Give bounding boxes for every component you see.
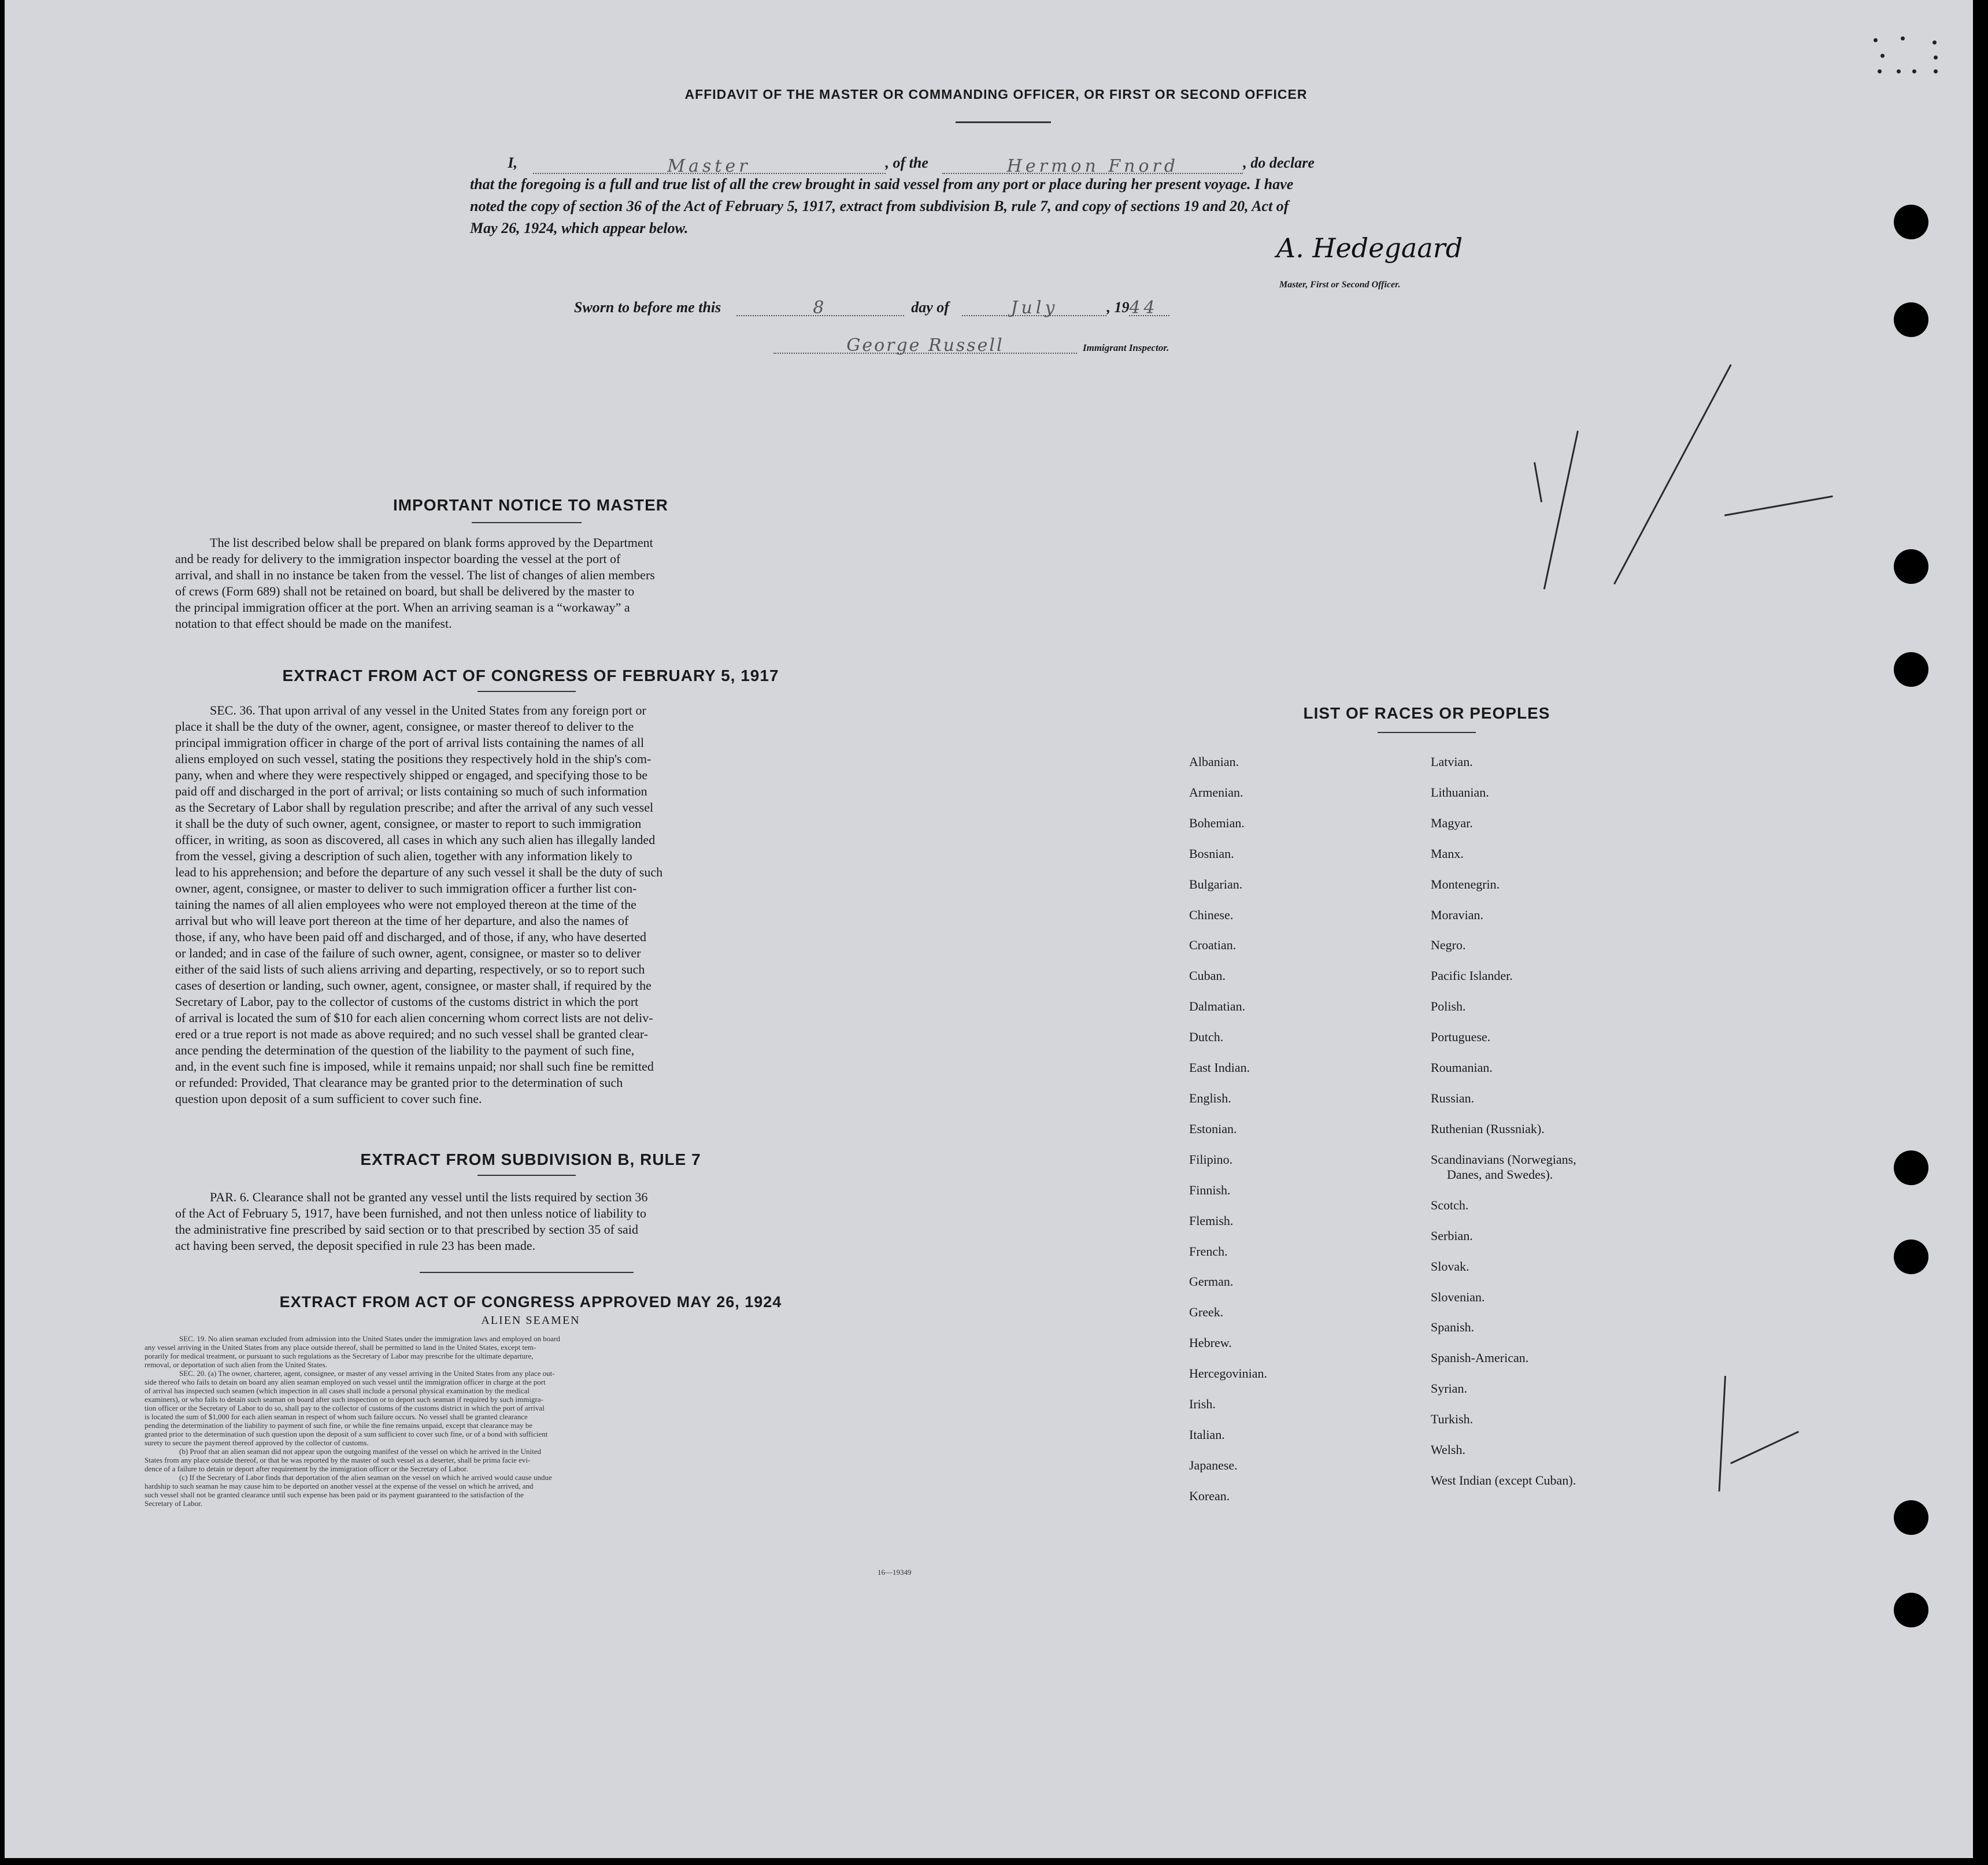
text-line: of arrival has inspected such seamen (which inspection in all cases shall include a personal physical examination by the medical [145, 1386, 530, 1395]
text-line: of arrival is located the sum of $10 for each alien concerning whom correct lists are not deliv- [175, 1011, 653, 1025]
race-item: Ruthenian (Russniak). [1431, 1121, 1545, 1136]
month-field: July [962, 298, 1106, 316]
race-item: Scotch. [1431, 1197, 1469, 1212]
year-prefix: , 19 [1106, 299, 1130, 316]
race-item: Portuguese. [1431, 1030, 1491, 1045]
affidavit-line-3: noted the copy of section 36 of the Act of February 5, 1917, extract from subdivision B, rule 7, and copy of sections 19 and 20, Act of [470, 198, 1289, 214]
punch-hole [1894, 652, 1928, 687]
text-line: granted prior to the determination of such question upon the deposit of a sum sufficient to cover such fine, or of a bond with sufficient [145, 1430, 548, 1438]
text-line: either of the said lists of such aliens arriving and departing, respectively, or so to report such [175, 962, 645, 976]
race-item: Slovenian. [1431, 1289, 1485, 1304]
races-left-column [1189, 747, 1267, 1512]
extract-1924-text [145, 1334, 964, 1508]
notice-line: notation to that effect should be made on the manifest. [175, 616, 452, 631]
sworn-line [574, 298, 1169, 316]
race-item: Croatian. [1189, 938, 1237, 953]
text-line: any vessel arriving in the United States from any place outside thereof, shall be permitted to land in the United States, except tem- [145, 1343, 536, 1352]
text-line: principal immigration officer in charge of the port of arrival lists containing the names of all [175, 735, 645, 750]
race-item: Italian. [1189, 1427, 1225, 1442]
text-line: question upon deposit of a sum sufficient to cover such fine. [175, 1091, 482, 1106]
race-item: Albanian. [1189, 754, 1239, 769]
rule7-text [175, 1189, 864, 1254]
pencil-mark [1613, 364, 1732, 584]
text-line: examiners), or who fails to detain such seaman on board after such inspection or to deport such seaman if required by such immigra- [145, 1395, 543, 1404]
text-line: SEC. 20. (a) The owner, charterer, agent, consignee, or master of any vessel arriving in the United States from any place out- [179, 1369, 555, 1378]
text-line: side thereof who fails to detain on board any alien seaman employed on such vessel until the immigration officer in charge at the port [145, 1378, 546, 1386]
race-item: French. [1189, 1244, 1228, 1259]
race-item: German. [1189, 1274, 1234, 1289]
race-item: Roumanian. [1431, 1060, 1493, 1075]
race-item: Irish. [1189, 1397, 1216, 1412]
race-item: Flemish. [1189, 1213, 1234, 1228]
master-signature: A. Hedegaard [1276, 232, 1463, 264]
punch-hole [1894, 1150, 1928, 1185]
text-line: from the vessel, giving a description of such alien, together with any information likely to [175, 849, 632, 863]
race-item: Hebrew. [1189, 1335, 1232, 1350]
punch-hole [1894, 1239, 1928, 1274]
i-label: I, [508, 154, 517, 171]
race-item: Hercegovinian. [1189, 1366, 1267, 1381]
race-item: Latvian. [1431, 754, 1473, 769]
race-item: Moravian. [1431, 907, 1484, 922]
inspector-signature: George Russell [773, 335, 1077, 354]
text-line: taining the names of all alien employees who were not employed thereon at the time of the [175, 897, 636, 912]
notice-rule [472, 522, 582, 523]
text-line: those, if any, who have been paid off and discharged, and of those, if any, who have deserted [175, 930, 646, 944]
race-item: Pacific Islander. [1431, 968, 1513, 983]
race-item: Korean. [1189, 1488, 1230, 1503]
rule7-title: EXTRACT FROM SUBDIVISION B, RULE 7 [360, 1150, 701, 1168]
day-field: 8 [736, 298, 904, 316]
text-line: the administrative fine prescribed by said section or to that prescribed by section 35 of said [175, 1222, 638, 1237]
race-item: Magyar. [1431, 815, 1473, 830]
notice-line: arrival, and shall in no instance be taken from the vessel. The list of changes of alien members [175, 568, 655, 582]
race-item: Syrian. [1431, 1381, 1467, 1396]
affidavit-line-2: that the foregoing is a full and true list of all the crew brought in said vessel from any port or place during her present voyage. I have [470, 176, 1294, 193]
text-line: (b) Proof that an alien seaman did not appear upon the outgoing manifest of the vessel on which he arrived in the United [179, 1447, 541, 1456]
text-line: place it shall be the duty of the owner, agent, consignee, or master thereof to deliver to the [175, 719, 634, 734]
text-line: paid off and discharged in the port of arrival; or lists containing so much of such information [175, 784, 647, 798]
document-page [5, 0, 1973, 1858]
pencil-mark [1719, 1376, 1726, 1492]
extract-1917-rule [477, 691, 576, 692]
title-rule [956, 121, 1051, 123]
race-item: Finnish. [1189, 1182, 1231, 1197]
races-rule [1378, 732, 1476, 733]
punch-hole [1894, 1500, 1928, 1535]
text-line: cases of desertion or landing, such owner, agent, consignee, or master shall, if required by the [175, 978, 651, 993]
race-item: Filipino. [1189, 1152, 1233, 1167]
signature-caption: Master, First or Second Officer. [1279, 280, 1401, 290]
race-item: Danes, and Swedes). [1447, 1167, 1553, 1182]
day-of-label: day of [911, 299, 949, 316]
punch-hole [1894, 1593, 1928, 1627]
text-line: ered or a true report is not made as above required; and no such vessel shall be granted clear- [175, 1027, 649, 1041]
text-line: SEC. 19. No alien seaman excluded from admission into the United States under the immigration laws and employed on board [179, 1334, 560, 1343]
pencil-mark [1724, 495, 1833, 516]
race-item: Spanish-American. [1431, 1350, 1529, 1366]
text-line: dence of a failure to detain or deport after requirement by the immigration officer or the Secretary of Labor. [145, 1464, 468, 1473]
race-item: Chinese. [1189, 907, 1234, 922]
race-item: Greek. [1189, 1305, 1224, 1320]
text-line: hardship to such seaman he may cause him to be deported on another vessel at the expense of the vessel on which he arrived, and [145, 1482, 534, 1490]
text-line: arrival but who will leave port thereon at the time of her departure, and also the names of [175, 913, 629, 928]
extract-1917-title: EXTRACT FROM ACT OF CONGRESS OF FEBRUARY 5, 1917 [282, 667, 779, 684]
notice-title: IMPORTANT NOTICE TO MASTER [393, 496, 669, 514]
text-line: surety to secure the payment thereof approved by the collector of customs. [145, 1438, 369, 1447]
corner-marks [1869, 34, 1944, 80]
pencil-mark [1730, 1431, 1799, 1464]
race-item: Cuban. [1189, 968, 1226, 983]
extract-1924-title: EXTRACT FROM ACT OF CONGRESS APPROVED MAY 26, 1924 [279, 1293, 782, 1311]
of-the-label: , of the [885, 154, 928, 171]
do-declare-label: , do declare [1243, 154, 1315, 171]
text-line: States from any place outside thereof, or that he was reported by the master of such vessel as a deserter, shall be prima facie evi- [145, 1456, 531, 1464]
punch-hole [1894, 302, 1928, 337]
race-item: Dutch. [1189, 1030, 1224, 1045]
alien-seamen-subtitle: ALIEN SEAMEN [481, 1314, 580, 1327]
inspector-line [773, 335, 1169, 354]
text-line: Secretary of Labor. [145, 1499, 202, 1508]
race-item: Estonian. [1189, 1121, 1237, 1136]
text-line: Secretary of Labor, pay to the collector of customs of the customs district in which the port [175, 994, 639, 1009]
affidavit-line-4: May 26, 1924, which appear below. [470, 220, 688, 236]
race-item: Slovak. [1431, 1259, 1469, 1274]
text-line: of the Act of February 5, 1917, have been furnished, and not then unless notice of liability to [175, 1206, 647, 1220]
pencil-mark [1543, 431, 1579, 590]
race-item: Scandinavians (Norwegians, [1431, 1152, 1576, 1167]
race-item: Dalmatian. [1189, 999, 1246, 1014]
race-item: Turkish. [1431, 1412, 1474, 1427]
race-item: East Indian. [1189, 1060, 1250, 1075]
form-number: 16—19349 [878, 1568, 912, 1577]
race-item: Bulgarian. [1189, 876, 1243, 891]
vessel-name-field: Hermon Fnord [942, 156, 1243, 174]
text-line: and, in the event such fine is imposed, while it remains unpaid; nor shall such fine be remitted [175, 1059, 654, 1074]
text-line: SEC. 36. That upon arrival of any vessel in the United States from any foreign port or [210, 703, 646, 717]
year-field: 44 [1129, 298, 1169, 316]
affidavit-title: AFFIDAVIT OF THE MASTER OR COMMANDING OFFICER, OR FIRST OR SECOND OFFICER [684, 87, 1308, 102]
race-item: Polish. [1431, 999, 1466, 1014]
text-line: or refunded: Provided, That clearance may be granted prior to the determination of such [175, 1075, 623, 1090]
race-item: Montenegrin. [1431, 876, 1500, 891]
notice-line: The list described below shall be prepared on blank forms approved by the Department [210, 535, 653, 550]
text-line: act having been served, the deposit specified in rule 23 has been made. [175, 1238, 536, 1253]
race-item: Negro. [1431, 938, 1466, 953]
inspector-caption: Immigrant Inspector. [1083, 342, 1169, 353]
text-line: pany, when and where they were respectively shipped or engaged, and specifying those to be [175, 768, 648, 782]
rule7-bottom-rule [420, 1272, 634, 1273]
punch-hole [1894, 549, 1928, 584]
text-line: as the Secretary of Labor shall by regulation prescribe; and after the arrival of any such vessel [175, 800, 654, 815]
sworn-label: Sworn to before me this [574, 299, 721, 316]
race-item: Lithuanian. [1431, 785, 1489, 800]
text-line: owner, agent, consignee, or master to deliver to such immigration officer a further list con- [175, 881, 637, 896]
race-item: Bohemian. [1189, 815, 1245, 830]
affidavit-line-1 [470, 152, 1551, 174]
master-name-field: Master [533, 156, 886, 174]
race-item: Russian. [1431, 1090, 1475, 1105]
notice-text [175, 535, 864, 632]
notice-line: the principal immigration officer at the port. When an arriving seaman is a “workaway” a [175, 600, 630, 615]
punch-hole [1894, 205, 1928, 239]
notice-line: of crews (Form 689) shall not be retained on board, but shall be delivered by the master to [175, 584, 635, 598]
notice-line: and be ready for delivery to the immigration inspector boarding the vessel at the port of [175, 552, 621, 566]
text-line: it shall be the duty of such owner, agent, consignee, or master to report to such immigration [175, 816, 642, 831]
race-item: Armenian. [1189, 785, 1243, 800]
race-item: English. [1189, 1090, 1231, 1105]
rule7-rule [477, 1175, 576, 1176]
text-line: officer, in writing, as soon as discovered, all cases in which any such alien has illegally landed [175, 832, 656, 847]
races-right-column [1431, 747, 1576, 1496]
race-item: Manx. [1431, 846, 1464, 861]
pencil-mark [1534, 462, 1542, 502]
text-line: PAR. 6. Clearance shall not be granted any vessel until the lists required by section 36 [210, 1190, 648, 1204]
races-title: LIST OF RACES OR PEOPLES [1303, 704, 1550, 722]
race-item: Serbian. [1431, 1228, 1473, 1243]
text-line: (c) If the Secretary of Labor finds that deportation of the alien seaman on the vessel on which he arrived would cause undue [179, 1473, 552, 1482]
text-line: removal, or deportation of such alien from the United States. [145, 1360, 327, 1369]
race-item: Bosnian. [1189, 846, 1234, 861]
text-line: or landed; and in case of the failure of such owner, agent, consignee, or master so to deliver [175, 946, 641, 960]
race-item: Japanese. [1189, 1457, 1238, 1472]
text-line: pending the determination of the liability to payment of such fine, or while the fine remains unpaid, except that clearance may be [145, 1421, 533, 1430]
text-line: tion officer or the Secretary of Labor to do so, shall pay to the collector of customs of the customs district in which the port of arrival [145, 1404, 545, 1412]
race-item: West Indian (except Cuban). [1431, 1472, 1576, 1487]
race-item: Spanish. [1431, 1320, 1475, 1335]
text-line: lead to his apprehension; and before the departure of any such vessel it shall be the duty of such [175, 865, 663, 879]
text-line: is located the sum of $1,000 for each alien seaman in respect of whom such failure occurs. No vessel shall be granted clearance [145, 1412, 528, 1421]
text-line: such vessel shall not be granted clearance until such expense has been paid or its payment guaranteed to the satisfaction of the [145, 1490, 524, 1499]
text-line: ance pending the determination of the question of the liability to the payment of such fine, [175, 1043, 635, 1057]
text-line: aliens employed on such vessel, stating the positions they respectively hold in the ship's com- [175, 752, 651, 766]
extract-1917-text [175, 702, 864, 1107]
text-line: porarily for medical treatment, or pursuant to such regulations as the Secretary of Labor may prescribe for the ultimate departure, [145, 1352, 534, 1360]
race-item: Welsh. [1431, 1442, 1465, 1457]
